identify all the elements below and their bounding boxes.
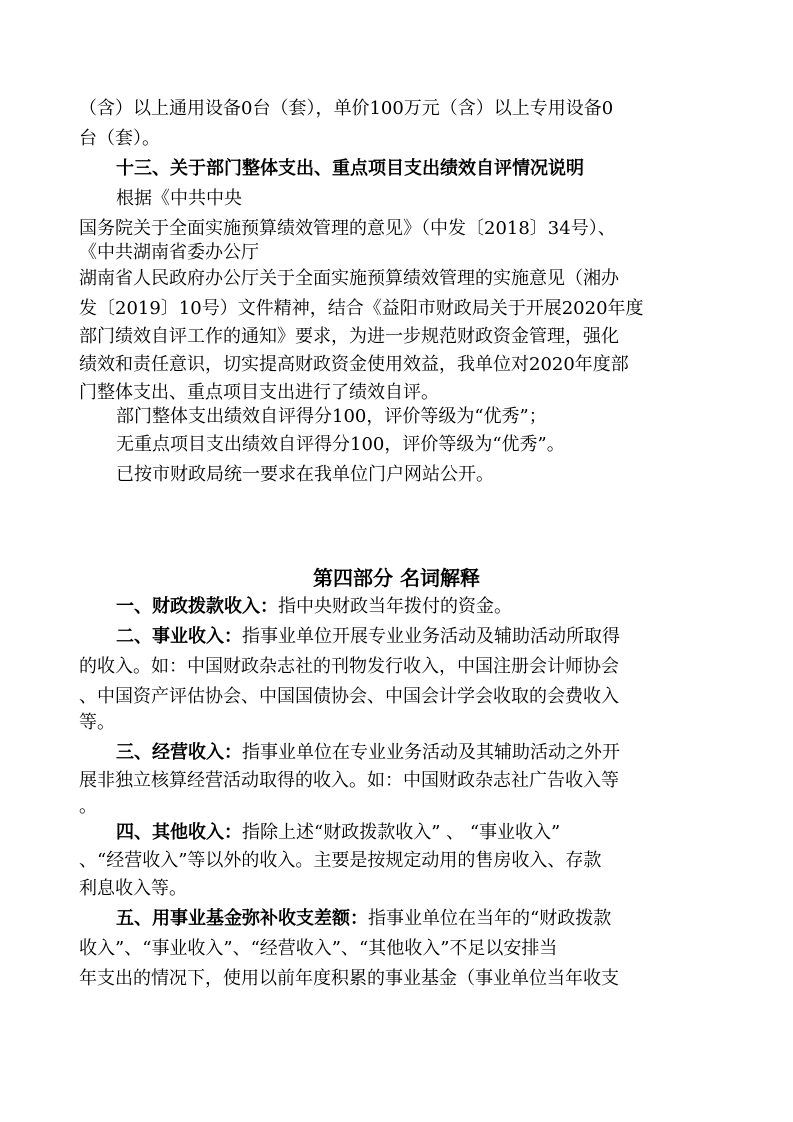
body-line: 根据《中共中央 — [116, 188, 242, 209]
body-line: 展非独立核算经营活动取得的收入。如：中国财政杂志社广告收入等 — [79, 770, 619, 791]
body-line: 无重点项目支出绩效自评得分100，评价等级为“优秀”。 — [116, 434, 565, 455]
body-line: 的收入。如：中国财政杂志社的刊物发行收入，中国注册会计师协会 — [79, 656, 619, 677]
section-heading: 十三、关于部门整体支出、重点项目支出绩效自评情况说明 — [116, 158, 584, 179]
definition-text: 指事业单位开展专业业务活动及辅助活动所取得 — [242, 626, 620, 647]
part-title: 第四部分 名词解释 — [313, 566, 480, 590]
body-line: 发〔2019〕10号）文件精神，结合《益阳市财政局关于开展2020年度 — [79, 298, 644, 319]
definition-term: 四、其他收入： — [116, 822, 242, 843]
body-line: 等。 — [79, 712, 115, 733]
definition-text: 指事业单位在专业业务活动及其辅助活动之外开 — [242, 742, 620, 763]
body-line: 收入”、“事业收入”、“经营收入”、“其他收入”不足以安排当 — [79, 938, 558, 959]
definition-item — [116, 818, 560, 848]
definition-text: 指除上述“财政拨款收入” 、 “事业收入” — [242, 822, 561, 843]
body-line: 、“经营收入”等以外的收入。主要是按规定动用的售房收入、存款 — [79, 850, 602, 871]
definition-item — [116, 592, 512, 622]
body-line: 国务院关于全面实施预算绩效管理的意见》（中发〔2018〕34号）、 — [79, 218, 616, 239]
definition-term: 二、事业收入： — [116, 626, 242, 647]
definition-term: 三、经营收入： — [116, 742, 242, 763]
body-line: 台（套）。 — [79, 128, 160, 149]
body-line: 年支出的情况下，使用以前年度积累的事业基金（事业单位当年收支 — [79, 968, 619, 989]
definition-text: 指中央财政当年拨付的资金。 — [278, 596, 512, 617]
definition-text: 指事业单位在当年的“财政拨款 — [368, 908, 612, 929]
body-line: 湖南省人民政府办公厅关于全面实施预算绩效管理的实施意见（湘办 — [79, 268, 619, 289]
body-line: 部门绩效自评工作的通知》要求，为进一步规范财政资金管理，强化 — [79, 326, 619, 347]
definition-item — [116, 622, 620, 652]
body-line: 门整体支出、重点项目支出进行了绩效自评。 — [79, 382, 439, 403]
definition-term: 一、财政拨款收入： — [116, 596, 278, 617]
body-line: 已按市财政局统一要求在我单位门户网站公开。 — [116, 464, 494, 485]
body-line: 、中国资产评估协会、中国国债协会、中国会计学会收取的会费收入 — [79, 686, 619, 707]
definition-term: 五、用事业基金弥补收支差额： — [116, 908, 368, 929]
body-line: 利息收入等。 — [79, 878, 187, 899]
definition-item — [116, 738, 620, 768]
body-line: （含）以上通用设备0台（套），单价100万元（含）以上专用设备0 — [79, 98, 614, 119]
body-line: 《中共湖南省委办公厅 — [79, 242, 259, 263]
definition-item — [116, 904, 611, 934]
body-line: 。 — [79, 796, 97, 817]
body-line: 部门整体支出绩效自评得分100，评价等级为“优秀”； — [116, 406, 547, 427]
body-line: 绩效和责任意识，切实提高财政资金使用效益，我单位对2020年度部 — [79, 354, 629, 375]
